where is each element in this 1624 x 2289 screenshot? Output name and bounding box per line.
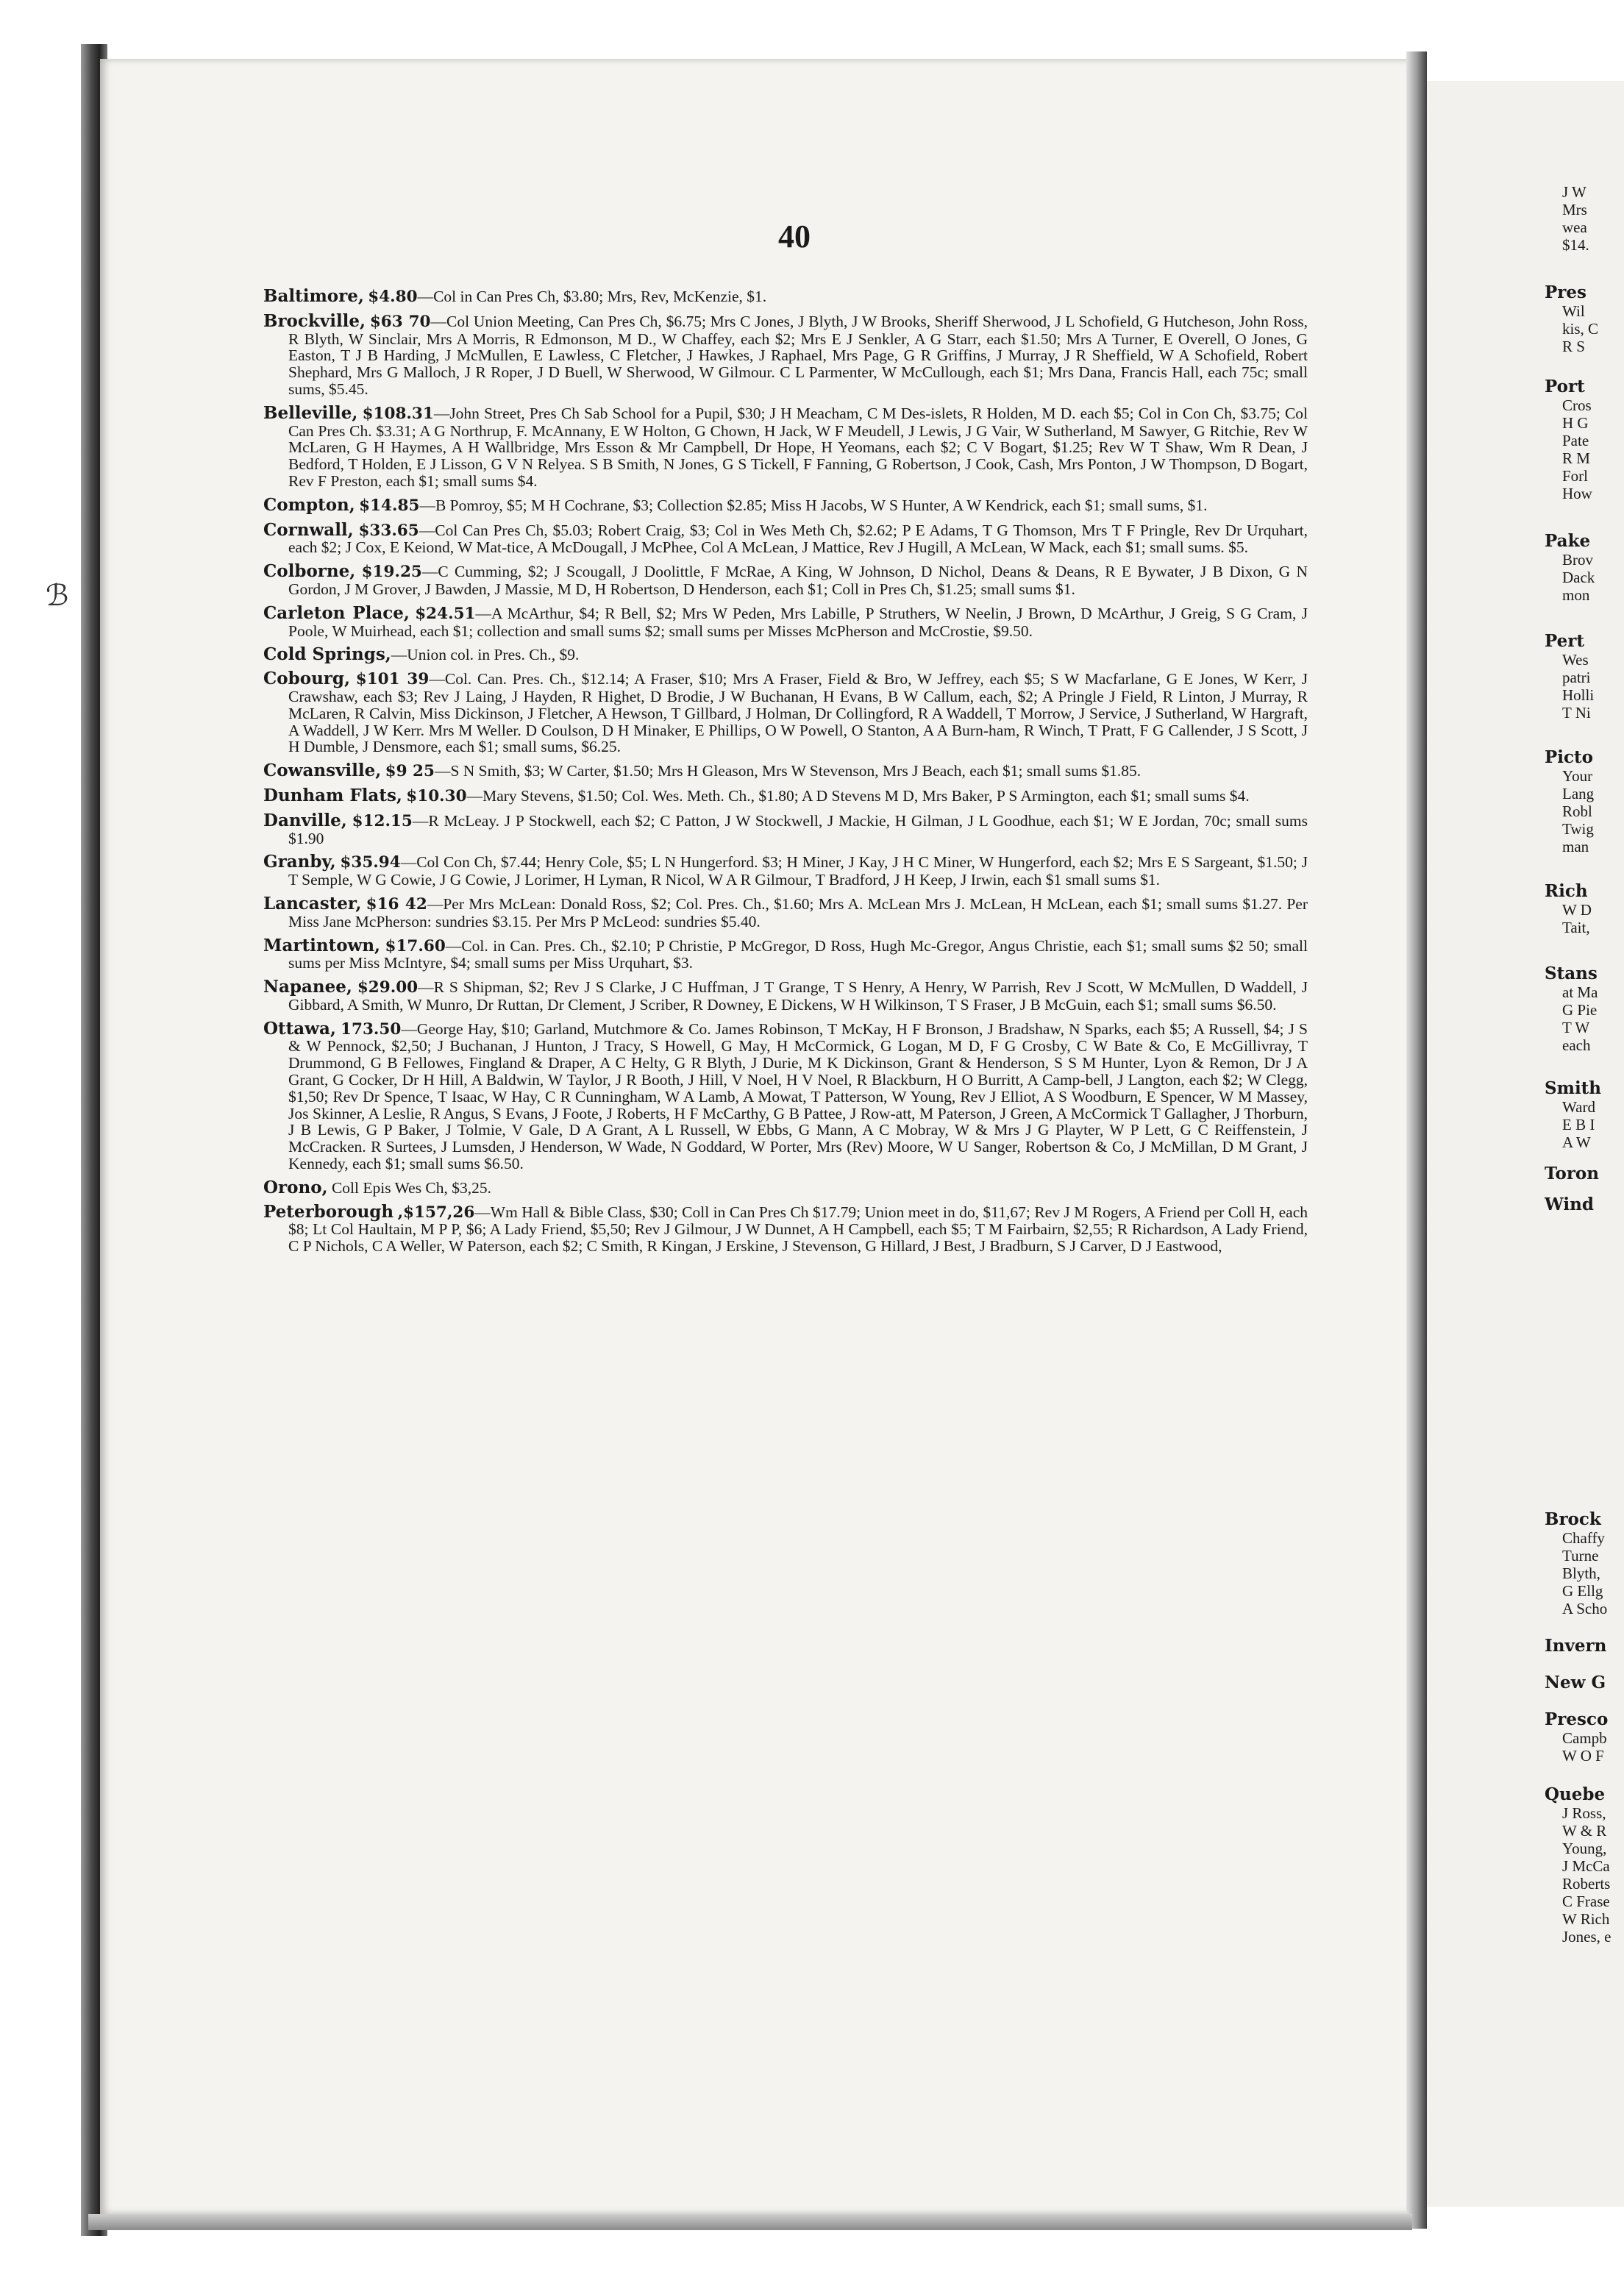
right-page-line: W O F [1562, 1747, 1604, 1765]
right-page-line: at Ma [1562, 983, 1598, 1001]
entry [263, 563, 1308, 598]
subscription-list [263, 288, 1308, 1262]
entry-text: —C Cumming, $2; J Scougall, J Doolittle, F McRae, A King, W Johnson, D Nichol, Deans & Deans, R E Bywater, J B Dixon, G N Gordon, J M Grover, J Bawden, J Massie, M D, H Robertson, D Henderson, each $1; Coll in Pres Ch, $1.25; small sums $1. [288, 563, 1308, 598]
right-page-line: J W [1562, 183, 1586, 201]
entry-text: —R McLeay. J P Stockwell, each $2; C Patton, J W Stockwell, J Mackie, H Gilman, J L Goodhue, each $1; W E Jordan, 70c; small sums $1.90 [288, 811, 1308, 847]
entry [263, 602, 1308, 640]
entry-amount: $101 39 [355, 670, 430, 689]
right-page-line: G Pie [1562, 1001, 1598, 1019]
right-page-line: Pert [1545, 631, 1585, 651]
entry-amount: $63 70 [369, 312, 431, 331]
right-page-line: Pake [1545, 531, 1591, 551]
entry-place: Ottawa, [263, 1018, 336, 1039]
entry-text: Coll Epis Wes Ch, $3,25. [327, 1178, 492, 1197]
entry [263, 402, 1308, 490]
entry [263, 644, 1308, 665]
page-number: 40 [778, 218, 811, 254]
entry-amount: $33.65 [358, 521, 419, 540]
entry [263, 763, 1308, 780]
right-page-line: G Ellg [1562, 1582, 1603, 1600]
right-page-line: Tait, [1562, 919, 1590, 936]
right-page-line: Twig [1562, 820, 1594, 838]
right-page-line: Smith [1545, 1078, 1602, 1098]
right-page-line: each [1562, 1036, 1591, 1054]
right-page [1427, 81, 1624, 2207]
right-page-line: Wes [1562, 651, 1589, 669]
entry-amount: $10.30 [406, 786, 467, 805]
right-page-line: W & R [1562, 1822, 1607, 1840]
right-page-line: A Scho [1562, 1600, 1608, 1617]
entry-text: —George Hay, $10; Garland, Mutchmore & Co. James Robinson, T McKay, H F Bronson, J Bradshaw, N Sparks, each $5; A Russell, $4; J S & W Pennock, $2,50; J Buchanan, J Hunton, J Tracy, S Howell, G May, H McCormick, G Logan, M D, F G Crosby, C W Bate & Co, E McGillivray, T Drummond, G B Fellowes, Fingland & Draper, A C Helty, G R Blyth, J Durie, M K Dickinson, Grant & Henderson, S S M Hunter, Lyon & Remon, Dr J A Grant, G Cocker, Dr H Hill, A Baldwin, W Taylor, J R Booth, J Hill, V Noel, H V Noel, R Blackburn, H O Burritt, A Camp-bell, J Langton, each $2; W Clegg, $1,50; Rev Dr Spence, T Isaac, W Hay, C R Cunningham, W A Lamb, A Mowat, T Patterson, W Young, Rev J Elliot, A S Woodburn, E Spencer, W M Massey, Jos Skinner, A Leslie, R Angus, S Evans, J Foote, J Roberts, H F McCarthy, G B Pattee, J Row-att, M Paterson, J Green, A McCormick T Gallagher, J Thorburn, J B Lewis, G P Baker, J Tolmie, V Gale, D A Grant, A L Russell, W Ebbs, G Mann, A C Mobray, W & Mrs J G Playter, W P Lett, G C Reiffenstein, J McCracken. R Surtees, J Lumsden, J Henderson, W Wade, N Goddard, W Porter, Mrs (Rev) Moore, W U Sanger, Robertson & Co, J McMillan, D M Grant, J Kennedy, each $1; small sums $6.50. [288, 1019, 1308, 1173]
entry-text: —Col. Can. Pres. Ch., $12.14; A Fraser, $10; Mrs A Fraser, Field & Bro, W Jeffrey, each $5; S W Macfarlane, G E Jones, W Kerr, J Crawshaw, each $3; Rev J Laing, J Hayden, R Highet, D Brodie, J W Buchanan, H Evans, B W Callum, each, $2; A Pringle J Field, R Linton, J Murray, R McLaren, R Calvin, Miss Dickinson, J Fletcher, A Hewson, T Gillbard, J Holman, Dr Collingford, R A Waddell, T Morrow, J Service, J Sutherland, W Hargraft, A Waddell, J W Kerr. Mrs M Weller. D Coulson, D H Minaker, E Phillips, O W Powell, O Stanton, A A Burn-ham, R Winch, T Pratt, F G Callender, J S Scott, J H Dumble, J Densmore, each $1; small sums, $6.25. [288, 670, 1308, 756]
entry [263, 310, 1308, 398]
entry-amount: $12.15 [352, 811, 413, 830]
right-page-line: Picto [1545, 747, 1594, 767]
entry-place: Brockville, [263, 310, 366, 331]
entry-text: —Col Con Ch, $7.44; Henry Cole, $5; L N Hungerford. $3; H Miner, J Kay, J H C Miner, W Hungerford, each $2; Mrs E S Sargeant, $1.50; J T Semple, W G Cowie, J G Cowie, J Lorimer, H Lyman, R Nicol, W A R Gilmour, T Bradford, J H Keep, J Irwin, each $1 small sums $1. [288, 853, 1308, 889]
right-page-line: Rich [1545, 881, 1588, 901]
entry [263, 979, 1308, 1014]
right-page-line: Quebe [1545, 1784, 1606, 1804]
entry-text: —Mary Stevens, $1.50; Col. Wes. Meth. Ch., $1.80; A D Stevens M D, Mrs Baker, P S Armington, each $1; small sums $4. [466, 786, 1250, 805]
entry-amount: $29.00 [357, 978, 419, 997]
entry [263, 1018, 1308, 1173]
entry-text: —Wm Hall & Bible Class, $30; Coll in Can Pres Ch $17.79; Union meet in do, $11,67; Rev J M Rogers, A Friend per Coll H, each $8; Lt Col Haultain, M P P, $6; A Lady Friend, $5,50; Rev J Gilmour, J W Dunnet, A H Campbell, each $5; T M Fairbairn, $2,55; R Richardson, A Lady Friend, C P Nichols, C A Weller, W Paterson, each $2; C Smith, R Kingan, J Erskine, J Stevenson, G Hillard, J Best, J Bradburn, S J Carver, D J Eastwood, [288, 1203, 1308, 1256]
entry-text: —A McArthur, $4; R Bell, $2; Mrs W Peden, Mrs Labille, P Struthers, W Neelin, J Brown, D McArthur, J Greig, S G Cram, J Poole, W Muirhead, each $1; collection and small sums $2; small sums per Misses McPherson and McCrostie, $9.50. [288, 604, 1308, 640]
right-page-line: Toron [1545, 1164, 1599, 1183]
right-page-line: kis, C [1562, 320, 1599, 338]
entry-place: Peterborough [263, 1201, 394, 1222]
right-page-line: Ward [1562, 1098, 1595, 1116]
right-page-line: Pres [1545, 282, 1586, 302]
entry [263, 671, 1308, 755]
right-page-line: Forl [1562, 467, 1589, 485]
margin-handwritten-mark: ℬ [46, 579, 69, 612]
entry-place: Lancaster, [263, 893, 362, 914]
entry [263, 785, 1308, 805]
entry-amount: $16 42 [366, 894, 427, 914]
right-page-line: wea [1562, 218, 1587, 236]
entry-place: Dunham Flats, [263, 785, 402, 805]
right-page-line: patri [1562, 669, 1591, 686]
entry-amount: $19.25 [361, 563, 422, 582]
entry [263, 1177, 1308, 1197]
right-page-line: Wind [1545, 1195, 1594, 1214]
book-gutter [1406, 51, 1427, 2229]
right-page-line: Your [1562, 767, 1593, 785]
right-page-line: man [1562, 838, 1589, 855]
right-page-line: Presco [1545, 1709, 1609, 1729]
entry [263, 854, 1308, 889]
right-page-line: Lang [1562, 785, 1595, 802]
right-page-line: Pate [1562, 432, 1589, 449]
entry-place: Cowansville, [263, 761, 382, 781]
right-page-line: H G [1562, 414, 1589, 432]
right-page-line: Holli [1562, 686, 1595, 704]
entry-text: —B Pomroy, $5; M H Cochrane, $3; Collection $2.85; Miss H Jacobs, W S Hunter, A W Kendrick, each $1; small sums, $1. [419, 496, 1208, 514]
entry-place: Martintown, [263, 935, 381, 955]
right-page-line: A W [1562, 1133, 1591, 1151]
entry-text: —S N Smith, $3; W Carter, $1.50; Mrs H Gleason, Mrs W Stevenson, Mrs J Beach, each $1; small sums $1.85. [434, 762, 1142, 780]
entry [263, 494, 1308, 515]
right-page-line: Brock [1545, 1509, 1601, 1529]
entry-amount: 173.50 [341, 1019, 402, 1039]
entry-text: —Col. in Can. Pres. Ch., $2.10; P Christie, P McGregor, D Ross, Hugh Mc-Gregor, Angus Christie, each $1; small sums $2 50; small sums per Miss McIntyre, $4; small sums per Miss Urquhart, $3. [288, 936, 1308, 972]
entry-text: —Col in Can Pres Ch, $3.80; Mrs, Rev, McKenzie, $1. [417, 288, 767, 305]
entry-place: Granby, [263, 852, 336, 872]
right-page-line: T W [1562, 1019, 1590, 1036]
entry [263, 288, 1308, 306]
entry-amount: $9 25 [385, 762, 435, 781]
entry-place: Colborne, [263, 561, 356, 582]
right-page-line: Campb [1562, 1729, 1607, 1747]
right-page-line: New G [1545, 1673, 1606, 1692]
right-page-line: C Frase [1562, 1893, 1610, 1910]
entry-place: Orono, [263, 1177, 328, 1197]
entry-text: —John Street, Pres Ch Sab School for a Pupil, $30; J H Meacham, C M Des-islets, R Holden, M D. each $5; Col in Con Ch, $3.75; Col Can Pres Ch. $3.31; A G Northrup, F. McAnnany, E W Holton, G Chown, H Jack, W F Meudell, J Lewis, J G Vair, W Sutherland, M Sawyer, G Ritchie, Rev W McLaren, G H Haymes, A H Wallbridge, Mrs Esson & Mr Campbell, Dr Hope, H Yeomans, each $2; C V Bogart, $1.25; Rev W T Shaw, Wm R Dean, J Bedford, T Holden, E J Lisson, G V N Relyea. S B Smith, N Jones, G S Tickell, F Fanning, G Robertson, J Cook, Cash, Mrs Ponton, J W Thompson, D Bogart, Rev F Preston, each $1; small sums $4. [288, 404, 1308, 490]
entry-place: Napanee, [263, 977, 352, 997]
right-page-line: Stans [1545, 964, 1598, 983]
right-page-line: Roberts [1562, 1875, 1611, 1893]
right-page-line: Robl [1562, 802, 1592, 820]
entry-place: Cold Springs, [263, 644, 391, 665]
entry-amount: $35.94 [340, 853, 401, 872]
right-page-line: Cros [1562, 396, 1592, 414]
entry-amount: $17.60 [385, 936, 446, 955]
right-page-line: Port [1545, 377, 1585, 396]
entry-amount: $14.85 [359, 496, 420, 515]
entry-place: Cornwall, [263, 519, 354, 540]
right-page-line: Jones, e [1562, 1928, 1611, 1946]
entry-text: —Union col. in Pres. Ch., $9. [391, 646, 580, 664]
right-page-line: T Ni [1562, 704, 1591, 722]
entry [263, 1201, 1308, 1256]
entry [263, 935, 1308, 972]
right-page-line: J Ross, [1562, 1804, 1606, 1822]
entry-amount: $24.51 [415, 604, 476, 623]
right-page-line: Invern [1545, 1636, 1607, 1656]
entry-amount: $108.31 [362, 404, 434, 423]
entry-text: —Col Union Meeting, Can Pres Ch, $6.75; Mrs C Jones, J Blyth, J W Brooks, Sheriff Sherwood, J L Schofield, G Hutcheson, John Ross, R Blyth, W Sinclair, Mrs A Morris, R Edmonson, M D., W Chaffey, each $2; Mrs E J Senkler, A G Starr, each $1.50; Mrs A Turner, E Overell, O Jones, G Easton, T J B Harding, J McMullen, E Lawless, C Fletcher, J Hawkes, J Raphael, Mrs Page, G R Griffins, J Murray, J R Sheffield, W A Schofield, Robert Shephard, Mrs G Malloch, J R Roper, J D Buell, W Sherwood, W Gilmour. C L Parmenter, W McCullough, each $1; Mrs Dana, Francis Hall, each 75c; small sums, $5.45. [288, 312, 1308, 398]
right-page-line: $14. [1562, 236, 1589, 254]
right-page-line: Chaffy [1562, 1529, 1605, 1547]
right-page-line: E B I [1562, 1116, 1595, 1133]
right-page-line: Dack [1562, 569, 1595, 586]
entry-amount: $4.80 [368, 288, 418, 306]
entry-place: Carleton Place, [263, 602, 410, 623]
entry-place: Danville, [263, 810, 347, 830]
right-page-line: Wil [1562, 302, 1585, 320]
entry-place: Baltimore, [263, 286, 364, 306]
right-page-line: Young, [1562, 1840, 1607, 1857]
entry-place: Belleville, [263, 402, 358, 423]
entry [263, 893, 1308, 930]
right-page-line: Turne [1562, 1547, 1599, 1564]
right-page-line: R S [1562, 338, 1585, 355]
entry-amount: ,$157,26 [397, 1203, 475, 1222]
entry-text: —R S Shipman, $2; Rev J S Clarke, J C Huffman, J T Grange, T S Henry, A Henry, W Parrish, Rev J Scott, W McMullen, D Waddell, J Gibbard, A Smith, W Munro, Dr Ruttan, Dr Clement, J Scriber, R Downey, E Dickens, W H Wilkinson, T S Fraser, J B McGuin, each $1; small sums $6.50. [288, 978, 1308, 1014]
right-page-line: mon [1562, 586, 1590, 604]
entry-place: Compton, [263, 494, 355, 515]
right-page-line: Brov [1562, 551, 1593, 569]
entry-text: —Per Mrs McLean: Donald Ross, $2; Col. Pres. Ch., $1.60; Mrs A. McLean Mrs J. McLean, H McLean, each $1; small sums $1.27. Per Miss Jane McPherson: sundries $3.15. Per Mrs P McLeod: sundries $5.40. [288, 894, 1308, 930]
entry-place: Cobourg, [263, 669, 350, 689]
entry [263, 810, 1308, 847]
right-page-line: R M [1562, 449, 1590, 467]
entry-text: —Col Can Pres Ch, $5.03; Robert Craig, $3; Col in Wes Meth Ch, $2.62; P E Adams, T G Thomson, Mrs T F Pringle, Rev Dr Urquhart, each $2; J Cox, E Keiond, W Mat-tice, A McDougall, J McPhee, Col A McLean, J Mattice, Rev J Hugill, A McLean, W Mack, each $1; small sums. $5. [288, 521, 1308, 557]
right-page-line: J McCa [1562, 1857, 1610, 1875]
entry [263, 519, 1308, 557]
right-page-line: Mrs [1562, 201, 1587, 218]
right-page-line: Blyth, [1562, 1564, 1600, 1582]
page-bottom-edge [88, 2214, 1412, 2230]
right-page-line: How [1562, 485, 1592, 502]
right-page-line: W D [1562, 901, 1592, 919]
right-page-line: W Rich [1562, 1910, 1610, 1928]
